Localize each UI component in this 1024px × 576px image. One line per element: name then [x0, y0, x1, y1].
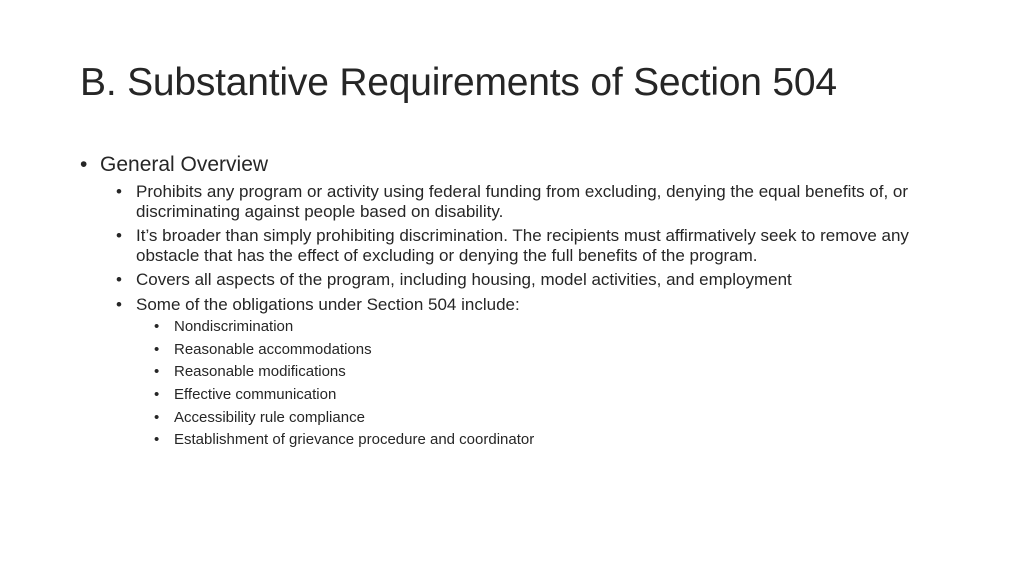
bullet-icon: •: [116, 294, 122, 314]
list-item-covers: [116, 270, 960, 290]
slide-title: B. Substantive Requirements of Section 504: [80, 61, 837, 104]
point-text: Some of the obligations under Section 504 include:: [136, 294, 520, 314]
bullet-icon: •: [154, 431, 160, 449]
bullet-icon: •: [116, 182, 122, 201]
obligation-item: [154, 385, 960, 405]
obligation-item: [154, 362, 960, 382]
obligation-item: [154, 408, 960, 428]
bullet-list-level-1: [80, 151, 960, 450]
obligation-text: Establishment of grievance procedure and coordinator: [174, 431, 535, 449]
obligation-text: Accessibility rule compliance: [174, 408, 365, 426]
point-text: It’s broader than simply prohibiting discrimination. The recipients must affirmatively seek to remove any obstacle that has the effect of excluding or denying the full benefits of the program.: [136, 226, 909, 265]
bullet-icon: •: [154, 340, 160, 358]
obligation-text: Reasonable modifications: [174, 363, 346, 381]
bullet-list-level-3: [154, 317, 960, 450]
slide-body: [80, 151, 960, 455]
list-item-obligations: [116, 295, 960, 451]
obligation-item: [154, 430, 960, 450]
bullet-icon: •: [80, 153, 88, 176]
bullet-icon: •: [116, 226, 122, 245]
point-text: Covers all aspects of the program, including housing, model activities, and employment: [136, 270, 792, 289]
obligation-text: Effective communication: [174, 386, 337, 404]
bullet-icon: •: [116, 270, 122, 289]
bullet-list-level-2: [116, 182, 960, 450]
bullet-icon: •: [154, 408, 160, 426]
bullet-icon: •: [154, 386, 160, 404]
list-item-broader: [116, 226, 960, 265]
list-item-general-overview: [80, 151, 960, 450]
point-text: Prohibits any program or activity using federal funding from excluding, denying the equal benefits of, or discriminating against people based on disability.: [136, 182, 909, 221]
list-item-prohibits: [116, 182, 960, 221]
bullet-icon: •: [154, 363, 160, 381]
obligation-item: [154, 317, 960, 337]
obligation-text: Reasonable accommodations: [174, 340, 372, 358]
obligation-text: Nondiscrimination: [174, 318, 294, 335]
obligation-item: [154, 340, 960, 360]
bullet-icon: •: [154, 318, 160, 335]
heading-general-overview: General Overview: [100, 153, 269, 176]
